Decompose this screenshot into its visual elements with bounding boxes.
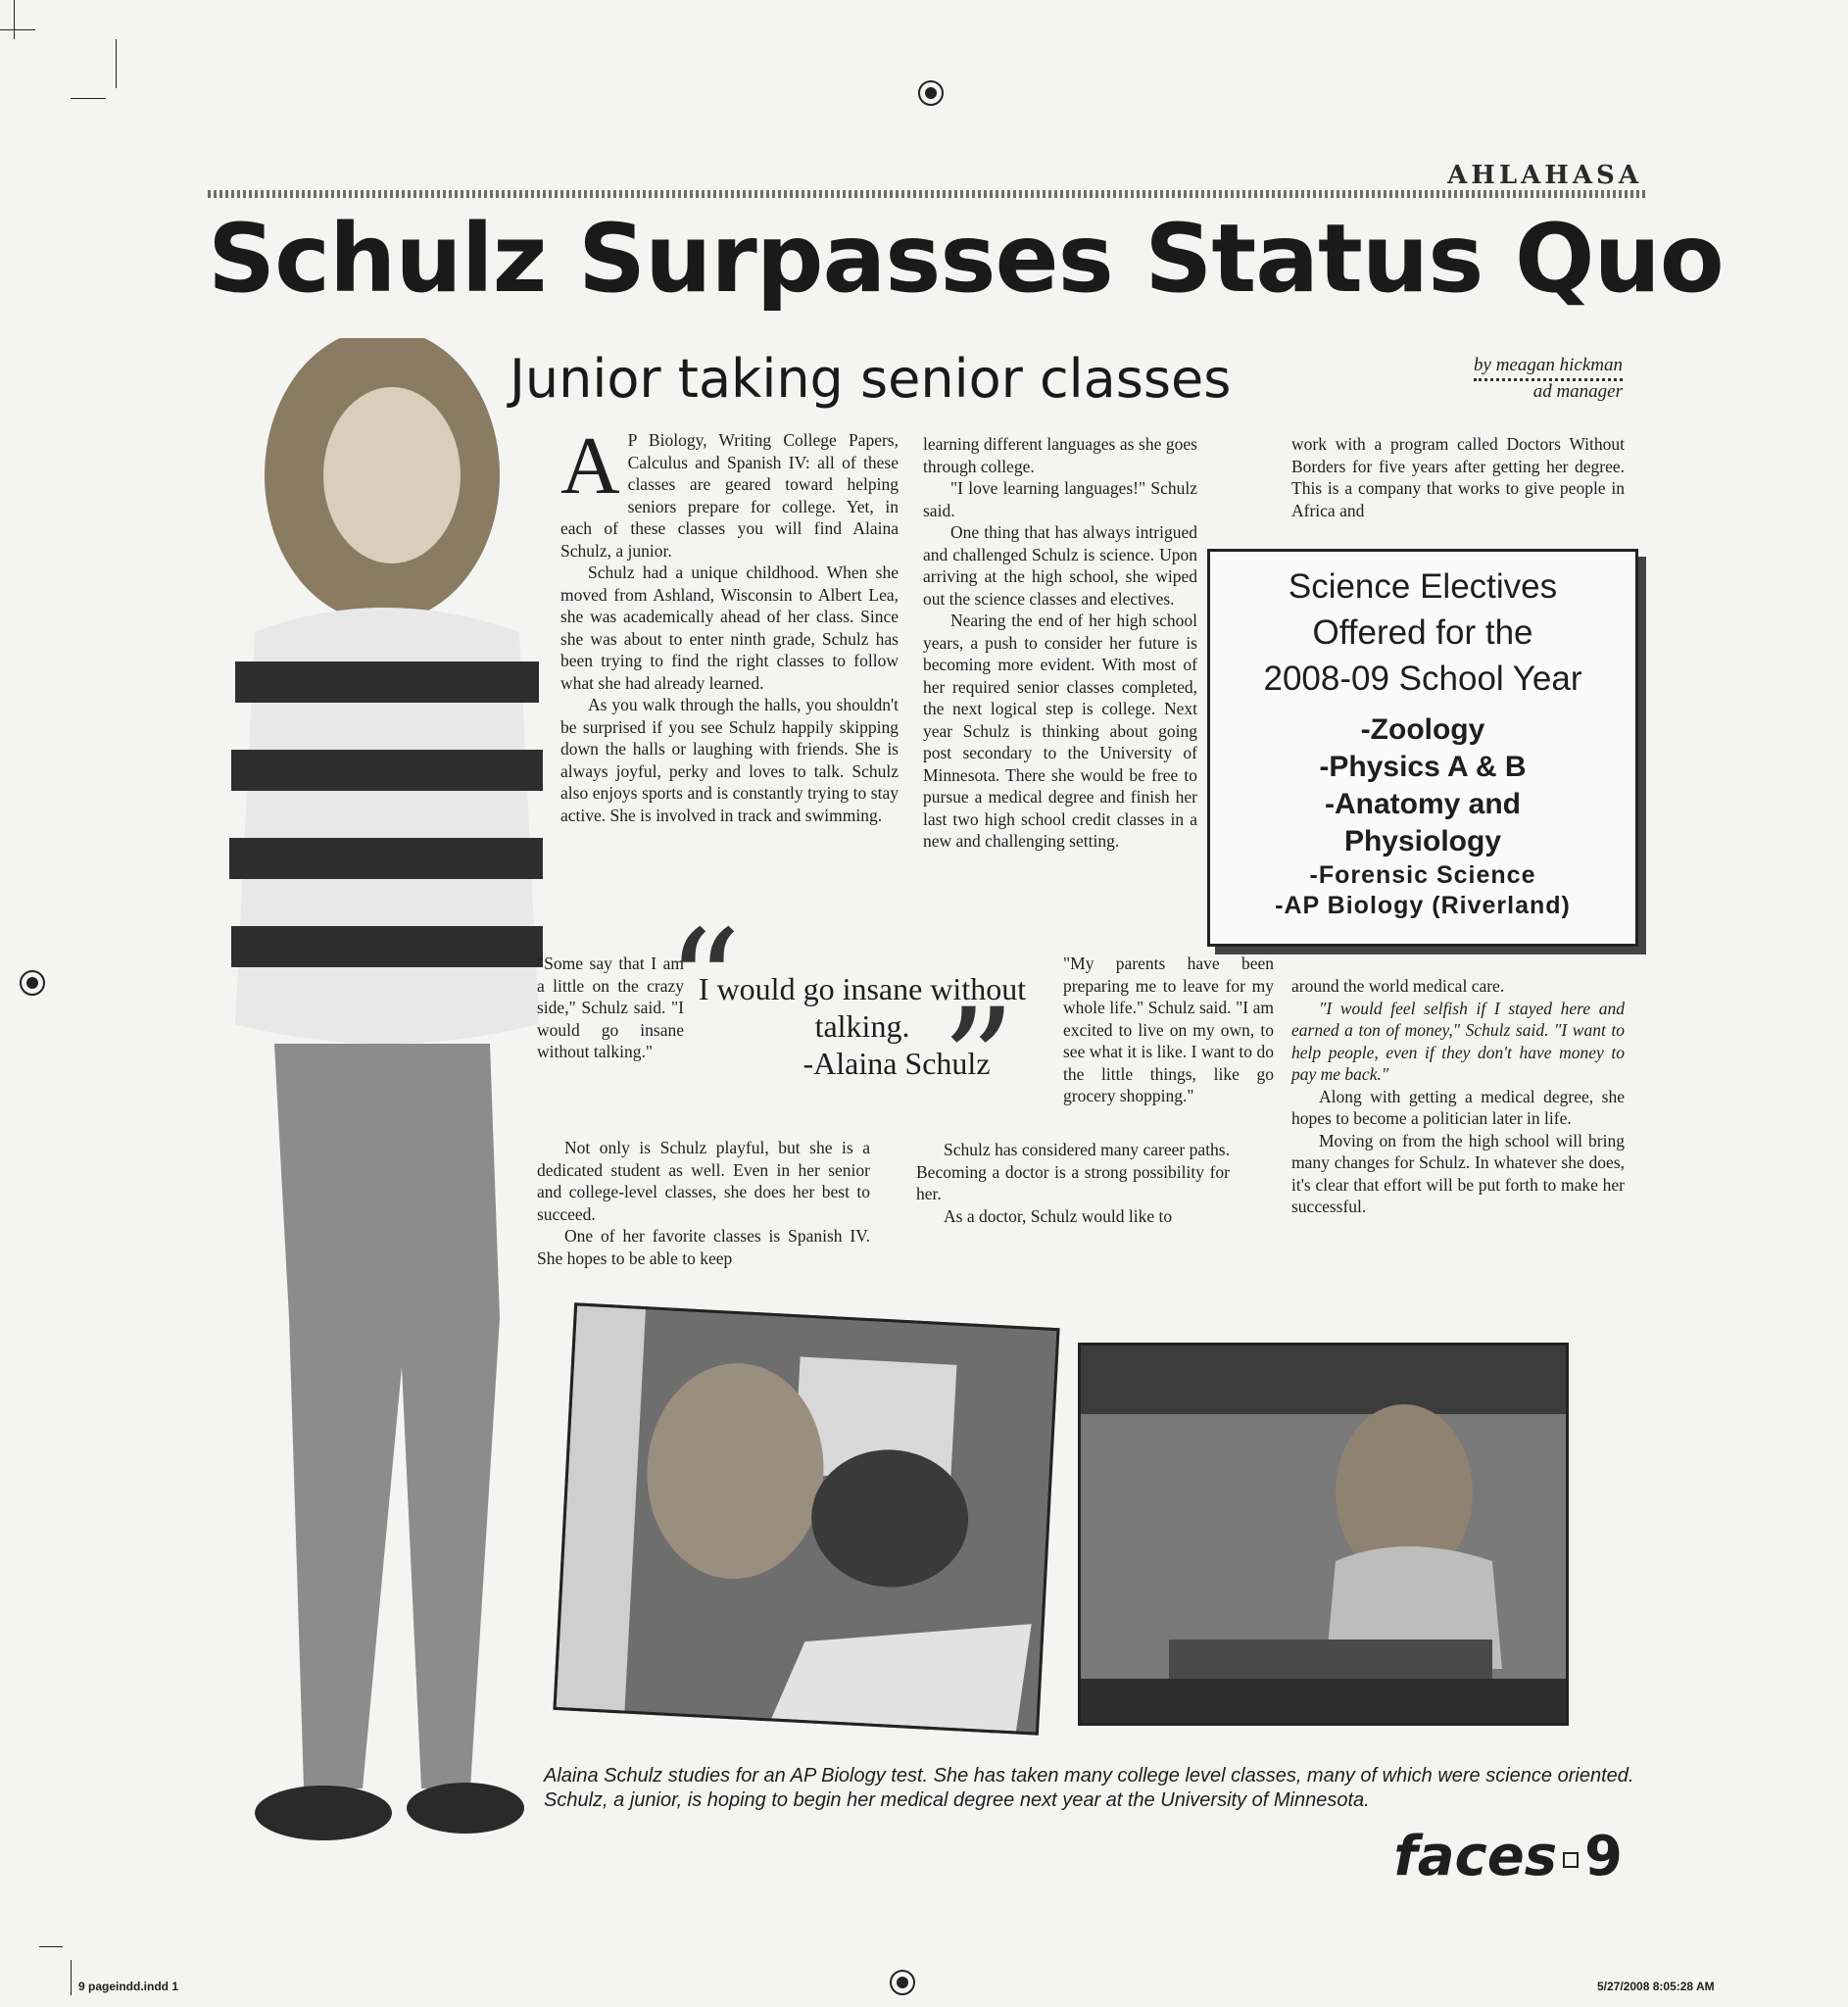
study-photo-left (553, 1302, 1059, 1735)
article-paragraph: One thing that has always intrigued and challenged Schulz is science. Upon arriving at the high school, she wiped out the science classes and electives. (923, 522, 1197, 609)
article-column-1-bottom (537, 1137, 870, 1269)
close-quote-icon: ” (941, 978, 1016, 1149)
article-paragraph: One of her favorite classes is Spanish IV. She hopes to be able to keep (537, 1226, 870, 1268)
sidebar-item: -Anatomy and (1324, 788, 1521, 820)
sidebar-item: -Physics A & B (1319, 751, 1527, 783)
crop-mark (14, 0, 15, 39)
sidebar-title-line: 2008-09 School Year (1263, 660, 1582, 698)
article-paragraph: "I would feel selfish if I stayed here and earned a ton of money," Schulz said. "I want to help people, even if they don't have money to pay me back." (1291, 998, 1625, 1084)
article-paragraph: Not only is Schulz playful, but she is a dedicated student as well. Even in her senior and college-level classes, she does her best to succeed. (537, 1138, 870, 1224)
article-paragraph: Schulz has considered many career paths. Becoming a doctor is a strong possibility for her. (916, 1140, 1230, 1203)
headline: Schulz Surpasses Status Quo (208, 204, 1724, 314)
subhead: Junior taking senior classes (510, 348, 1232, 410)
byline (1474, 355, 1623, 403)
page-folio (1393, 1825, 1623, 1888)
registration-mark-icon (890, 1970, 915, 1995)
photo-caption: Alaina Schulz studies for an AP Biology test. She has taken many college level classes, many of which were science oriented. Schulz, a junior, is hoping to begin her medical degree next year at the University of Minnesota. (544, 1765, 1634, 1811)
student-portrait-photo (196, 338, 559, 1862)
folio-box-icon (1563, 1852, 1579, 1868)
pull-quote-text: I would go insane without talking. (698, 971, 1027, 1044)
article-paragraph: around the world medical care. (1291, 976, 1505, 996)
article-paragraph: learning different languages as she goes through college. (923, 434, 1197, 476)
article-paragraph: As you walk through the halls, you shouldn't be surprised if you see Schulz happily skipping down the halls or laughing with friends. She is always joyful, perky and loves to talk. Schulz also enjoys sports and is constantly trying to stay active. She is involved in track and swimming. (560, 695, 899, 825)
study-photo-left-image (557, 1305, 1057, 1732)
section-name: faces (1393, 1825, 1558, 1888)
decorative-rule (208, 190, 1648, 198)
article-column-1-wrap (537, 953, 684, 1063)
article-column-2-bottom (916, 1139, 1230, 1227)
article-paragraph: Schulz had a unique childhood. When she moved from Ashland, Wisconsin to Albert Lea, she was academically ahead of her class. Since she was about to enter ninth grade, Schulz has been trying to find the right classes to follow what she had already learned. (560, 563, 899, 693)
drop-cap: A (560, 420, 620, 512)
article-paragraph: work with a program called Doctors Without Borders for five years after getting her degree. This is a company that works to give people in Africa and (1291, 434, 1625, 520)
byline-name: by meagan hickman (1474, 355, 1623, 381)
sidebar-title-line: Offered for the (1312, 613, 1533, 652)
article-paragraph: "Some say that I am a little on the crazy side," Schulz said. "I would go insane without talking." (537, 954, 684, 1061)
sidebar-item: Physiology (1343, 825, 1502, 857)
article-column-3-bottom (1291, 975, 1625, 1218)
sidebar-item: -AP Biology (Riverland) (1275, 892, 1571, 919)
science-electives-box (1207, 549, 1638, 947)
print-timestamp: 5/27/2008 8:05:28 AM (1597, 1980, 1715, 1993)
article-paragraph: "I love learning languages!" Schulz said. (923, 478, 1197, 520)
crop-mark (0, 29, 35, 30)
article-column-2 (923, 433, 1197, 853)
crop-mark (71, 1960, 72, 1995)
crop-mark (39, 1946, 63, 1947)
open-quote-icon: “ (666, 900, 742, 1070)
crop-mark (116, 39, 117, 88)
sidebar-item: -Zoology (1360, 713, 1485, 746)
article-column-3 (1291, 433, 1625, 521)
article-column-2-wrap (1063, 953, 1274, 1107)
study-photo-right-image (1081, 1346, 1566, 1723)
sidebar-item: -Forensic Science (1309, 861, 1536, 889)
file-slug: 9 pageindd.indd 1 (78, 1980, 179, 1993)
article-paragraph: Moving on from the high school will bring many changes for Schulz. In whatever she does, it's clear that effort will be put forth to make her successful. (1291, 1130, 1625, 1216)
registration-mark-icon (20, 970, 45, 996)
masthead: AHLAHASA (1447, 161, 1642, 190)
registration-mark-icon (918, 80, 944, 106)
crop-mark (71, 98, 106, 99)
article-paragraph: Along with getting a medical degree, she hopes to become a politician later in life. (1291, 1086, 1625, 1128)
article-paragraph: As a doctor, Schulz would like to (944, 1205, 1173, 1226)
byline-role: ad manager (1532, 381, 1623, 402)
pull-quote-attribution: -Alaina Schulz (802, 1046, 991, 1081)
article-paragraph: Nearing the end of her high school years, a push to consider her future is becoming more evident. With most of her required senior classes completed, the next logical step is college. Next year Schulz is thinking about going post secondary to the University of Minnesota. There she would be free to pursue a medical degree and finish her last two high school credit classes in a new and challenging setting. (923, 611, 1197, 851)
study-photo-right (1078, 1343, 1569, 1726)
article-paragraph: P Biology, Writing College Papers, Calculus and Spanish IV: all of these classes are geared toward helping seniors prepare for college. Yet, in each of these classes you will find Alaina Schulz, a junior. (560, 430, 899, 561)
article-paragraph: "My parents have been preparing me to leave for my whole life." Schulz said. "I am excited to live on my own, to see what it is like. I want to do the little things, like go grocery shopping." (1063, 954, 1274, 1105)
sidebar-title-line: Science Electives (1288, 567, 1558, 606)
page-number: 9 (1584, 1825, 1623, 1888)
article-column-1 (560, 420, 899, 826)
